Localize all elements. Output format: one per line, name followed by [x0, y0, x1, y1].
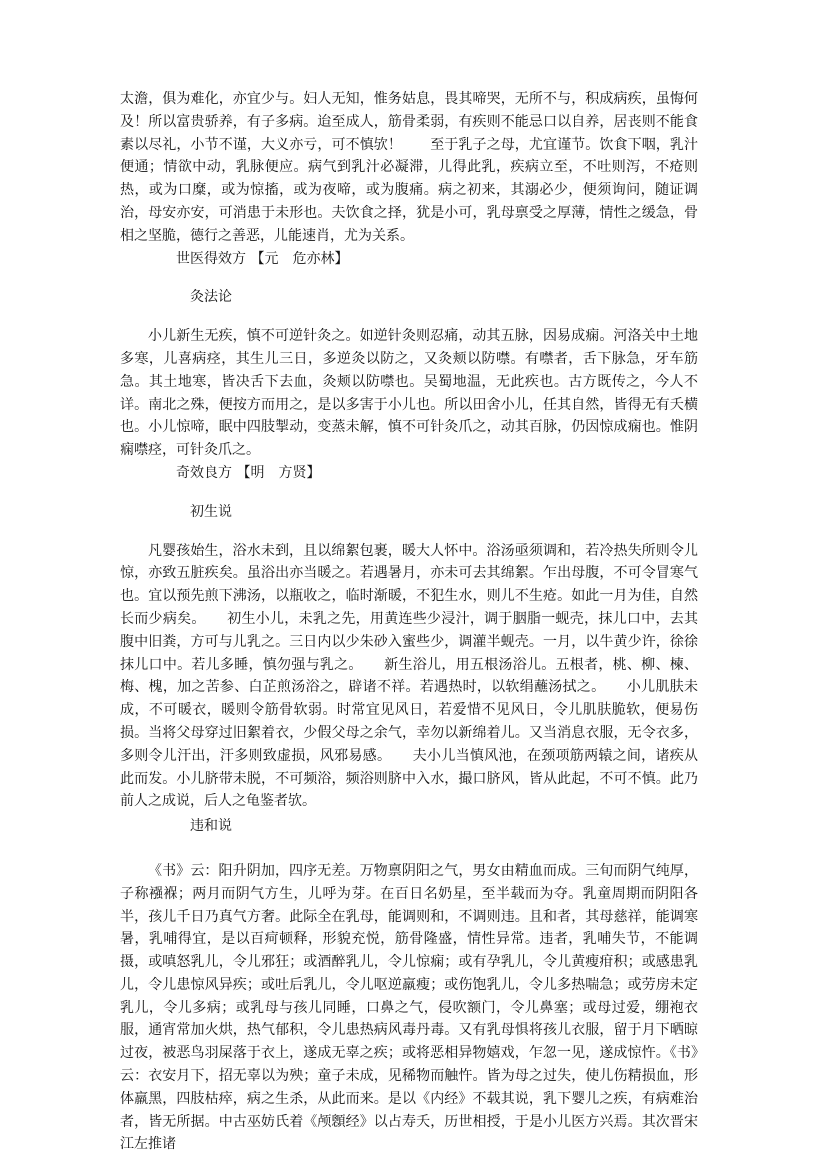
paragraph-newborn-care: 凡婴孩始生，浴水未到，且以绵絮包裹，暖大人怀中。浴汤亟须调和，若冷热失所则令儿惊，亦致五脏疾矣。虽浴出亦当暖之。若遇暑月，亦未可去其绵絮。乍出母腹，不可令冒寒气也。宜以预先煎下沸汤，以瓶收之，临时渐暖，不犯生水，则儿不生疮。如此一月为佳，自然长而少病矣。 初生小儿，未乳之先，用黄连些少浸汁，调于胭脂一蚬壳，抹儿口中，去其腹中旧粪，方可与儿乳之。三日内以少朱砂入蜜些少，调灌半蚬壳。一月，以牛黄少许，徐徐抹儿口中。若儿多睡，慎勿强与乳之。 新生浴儿，用五根汤浴儿。五根者，桃、柳、楝、梅、槐，加之苦参、白芷煎汤浴之，辟诸不祥。若遇热时，以软绢蘸汤拭之。 小儿肌肤未成，不可暖衣，暖则令筋骨软弱。时常宜见风日，若爱惜不见风日，令儿肌肤脆软，便易伤损。当将父母穿过旧絮着衣，少假父母之余气，幸勿以新绵着儿。又当消息衣服，无令衣多，多则令儿汗出，汗多则致虚损，风邪易感。 夫小儿当慎风池，在颈项筋两辕之间，诸疾从此而发。小儿脐带未脱，不可频浴，频浴则脐中入水，撮口脐风，皆从此起，不可不慎。此乃前人之成说，后人之龟鉴者欤。 — [120, 542, 698, 810]
paragraph-moxibustion: 小儿新生无疾，慎不可逆针灸之。如逆针灸则忍痛，动其五脉，因易成痫。河洛关中土地多寒，儿喜病痉，其生儿三日，多逆灸以防之，又灸颊以防噤。有噤者，舌下脉急，牙车筋急。其土地寒，皆决舌下去血，灸颊以防噤也。吴蜀地温，无此疾也。古方既传之，今人不详。南北之殊，便按方而用之，是以多害于小儿也。所以田舍小儿，任其自然，皆得无有夭横也。小儿惊啼，眠中四肢掣动，变蒸未解，慎不可针灸爪之，动其百脉，仍因惊成痫也。惟阴痫噤痉，可针灸爪之。 — [120, 328, 698, 459]
source-heading-shiyi-dexiaofang: 世医得效方 【元 危亦林】 — [176, 250, 349, 267]
paragraph-disharmony: 《书》云：阳升阴加，四序无差。万物禀阴阳之气，男女由精血而成。三旬而阴气纯厚，子称襁褓；两月而阴气方生，儿呼为芽。在百日名奶星，至半载而为夺。乳童周期而阴阳各半，孩儿千日乃真气方奢。此际全在乳母，能调则和，不调则违。且和者，其母慈祥，能调寒暑，乳哺得宜，是以百疴顿释，形貌充悦，筋骨隆盛，情性异常。违者，乳哺失节，不能调摄，或嗔怒乳儿，令儿邪狂；或酒醉乳儿，令儿惊痫；或有孕乳儿，令儿黄瘦疳积；或感患乳儿，令儿患惊风异疾；或吐后乳儿，令儿呕逆羸瘦；或伤饱乳儿，令儿多热喘急；或劳房未定乳儿，令儿多病；或乳母与孩儿同睡，口鼻之气，侵吹额门，令儿鼻塞；或母过爱，绷袍衣服，通宵常加火烘，热气郁积，令儿患热病风毒丹毒。又有乳母惧将孩儿衣服，留于月下晒晾过夜，被恶鸟羽屎落于衣上，遂成无辜之疾；或将恶相异物嬉戏，乍忽一见，遂成惊忤。《书》云：衣安月下，招无辜以为殃；童子未成，见稀物而触忤。皆为母之过失，使儿伤精损血，形体羸黑，四肢枯瘁，病之生杀，从此而来。是以《内经》不载其说，乳下婴儿之疾，有病难治者，皆无所据。中古巫妨氏着《颅顖经》以占寿夭，历世相授，于是小儿医方兴焉。其次晋宋江左推诸 — [120, 862, 698, 1153]
source-heading-qixiao-liangfang: 奇效良方 【明 方贤】 — [176, 464, 321, 481]
paragraph-diet-and-nursing: 太澹，俱为难化，亦宜少与。妇人无知，惟务姑息，畏其啼哭，无所不与，积成病疾，虽悔何及！所以富贵骄养，有子多病。迨至成人，筋骨柔弱，有疾则不能忌口以自养，居丧则不能食素以尽礼，小节不谨，大义亦亏，可不慎欤！ 至于乳子之母，尤宜谨节。饮食下咽，乳汁便通；情欲中动，乳脉便应。病气到乳汁必凝滞，儿得此乳，疾病立至，不吐则泻，不疮则热，或为口糜，或为惊搐，或为夜啼，或为腹痛。病之初来，其溺必少，便须询问，随证调治，母安亦安，可消患于未形也。夫饮食之择，犹是小可，乳母禀受之厚薄，情性之缓急，骨相之坚脆，德行之善恶，儿能速肖，尤为关系。 — [120, 91, 698, 244]
section-heading-weheshuo: 违和说 — [190, 818, 232, 835]
section-heading-jiufalun: 灸法论 — [190, 289, 232, 306]
section-heading-chushengshuo: 初生说 — [190, 503, 232, 520]
document-page — [120, 88, 698, 1156]
